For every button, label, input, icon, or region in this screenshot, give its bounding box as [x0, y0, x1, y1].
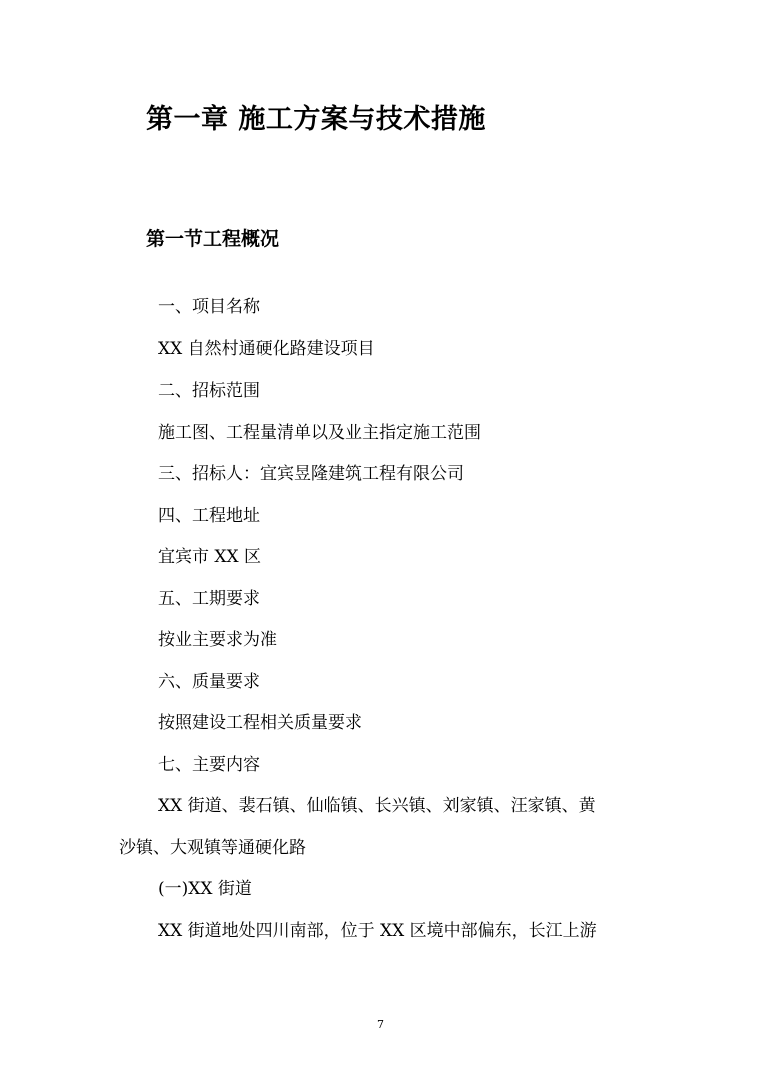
heading-project-address: 四、工程地址 [158, 506, 260, 526]
page-number: 7 [377, 1018, 384, 1031]
heading-main-content: 七、主要内容 [158, 755, 260, 775]
paragraph-street-line-1: XX 街道地处四川南部，位于 XX 区境中部偏东，长江上游 [158, 921, 597, 941]
chapter-title: 第一章 施工方案与技术措施 [146, 104, 486, 135]
text-bid-scope: 施工图、工程量清单以及业主指定施工范围 [158, 423, 481, 443]
heading-schedule: 五、工期要求 [158, 589, 260, 609]
paragraph-main-content-line-1: XX 街道、裴石镇、仙临镇、长兴镇、刘家镇、汪家镇、黄 [158, 796, 596, 816]
text-quality: 按照建设工程相关质量要求 [158, 713, 362, 733]
heading-project-name: 一、项目名称 [158, 297, 260, 317]
text-tenderer: 三、招标人：宜宾昱隆建筑工程有限公司 [158, 464, 464, 484]
paragraph-main-content-line-2: 沙镇、大观镇等通硬化路 [119, 838, 306, 858]
subheading-street: (一)XX 街道 [158, 879, 252, 899]
text-project-address: 宜宾市 XX 区 [158, 547, 262, 567]
heading-bid-scope: 二、招标范围 [158, 381, 260, 401]
section-title: 第一节工程概况 [146, 228, 280, 250]
heading-quality: 六、质量要求 [158, 672, 260, 692]
text-project-name: XX 自然村通硬化路建设项目 [158, 339, 375, 359]
text-schedule: 按业主要求为准 [158, 630, 277, 650]
